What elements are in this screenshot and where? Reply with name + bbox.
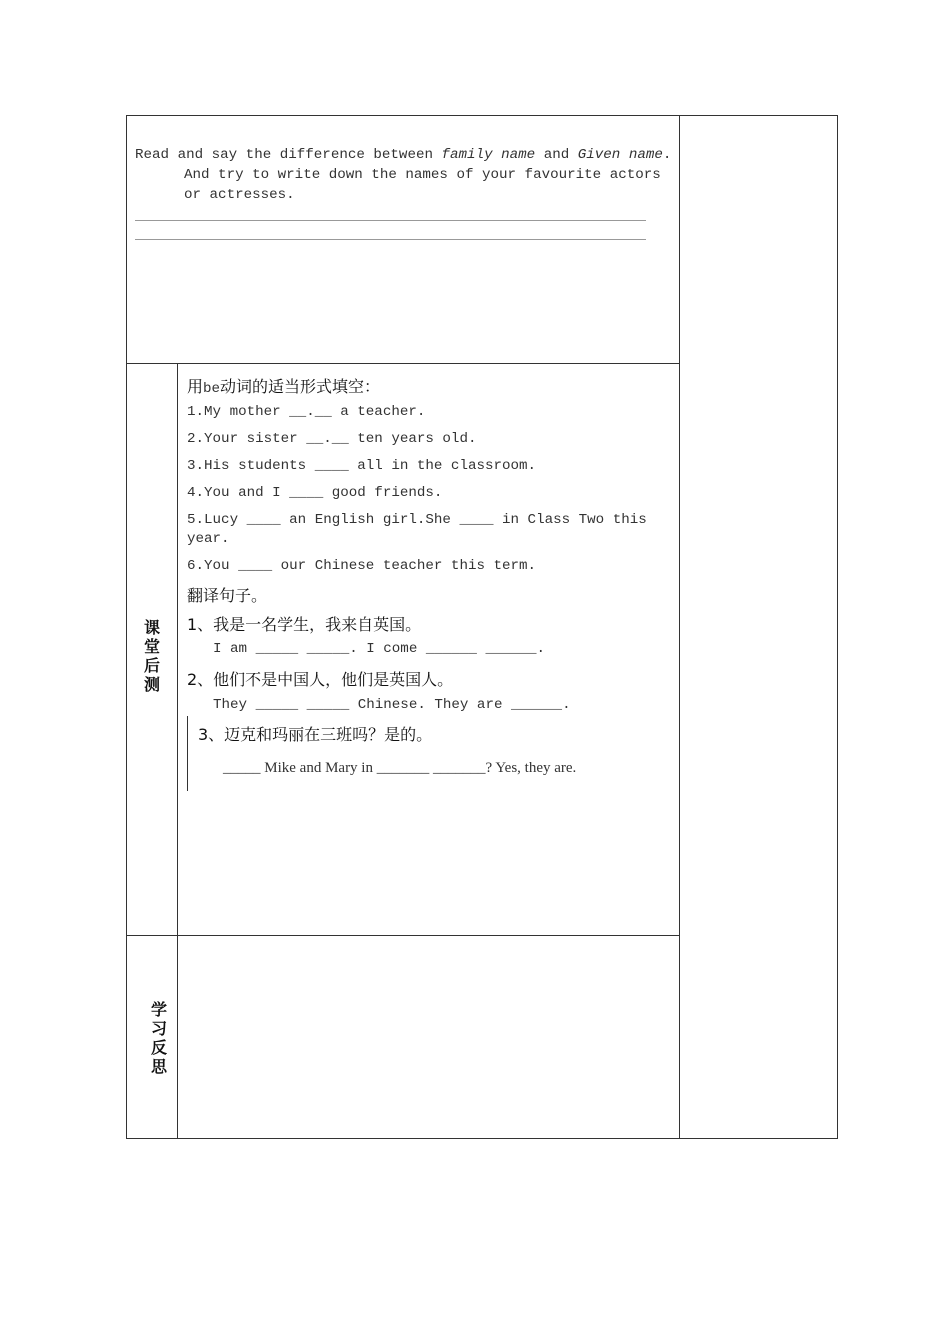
translate-heading: 翻译句子。 <box>187 586 268 605</box>
section-label-reflect: 学习反思 <box>150 1000 167 1076</box>
question-1: 1.My mother __.__ a teacher. <box>187 404 426 420</box>
question-6: 6.You ____ our Chinese teacher this term. <box>187 558 537 574</box>
question-5-line-2: year. <box>187 531 230 547</box>
intro-line-2: And try to write down the names of your favourite actors <box>184 167 661 183</box>
question-3: 3.His students ____ all in the classroom. <box>187 458 537 474</box>
translate-3-chinese: 3、迈克和玛丽在三班吗？是的。 <box>198 725 433 744</box>
question-4: 4.You and I ____ good friends. <box>187 485 443 501</box>
translate-2-chinese: 2、他们不是中国人，他们是英国人。 <box>187 670 454 689</box>
answer-line-1[interactable] <box>135 220 646 221</box>
row-divider-1 <box>126 363 680 364</box>
translate-1-english: I am _____ _____. I come ______ ______. <box>213 641 546 657</box>
intro-line-1: Read and say the difference between family name and Given name. <box>135 147 672 163</box>
answer-line-2[interactable] <box>135 239 646 240</box>
question-2: 2.Your sister __.__ ten years old. <box>187 431 477 447</box>
intro-line-3: or actresses. <box>184 187 295 203</box>
section-label-test: 课堂后测 <box>143 618 160 694</box>
fill-in-heading: 用be动词的适当形式填空： <box>187 377 381 397</box>
translate-2-english: They _____ _____ Chinese. They are ______. <box>213 697 571 713</box>
question-5-line-1: 5.Lucy ____ an English girl.She ____ in Class Two this <box>187 512 647 528</box>
right-column-divider <box>679 115 680 1138</box>
reflection-area[interactable] <box>178 936 679 1137</box>
translate-1-chinese: 1、我是一名学生，我来自英国。 <box>187 615 422 634</box>
pasted-image-border <box>187 716 188 791</box>
translate-3-english: _____ Mike and Mary in _______ _______? Yes, they are. <box>223 760 577 776</box>
